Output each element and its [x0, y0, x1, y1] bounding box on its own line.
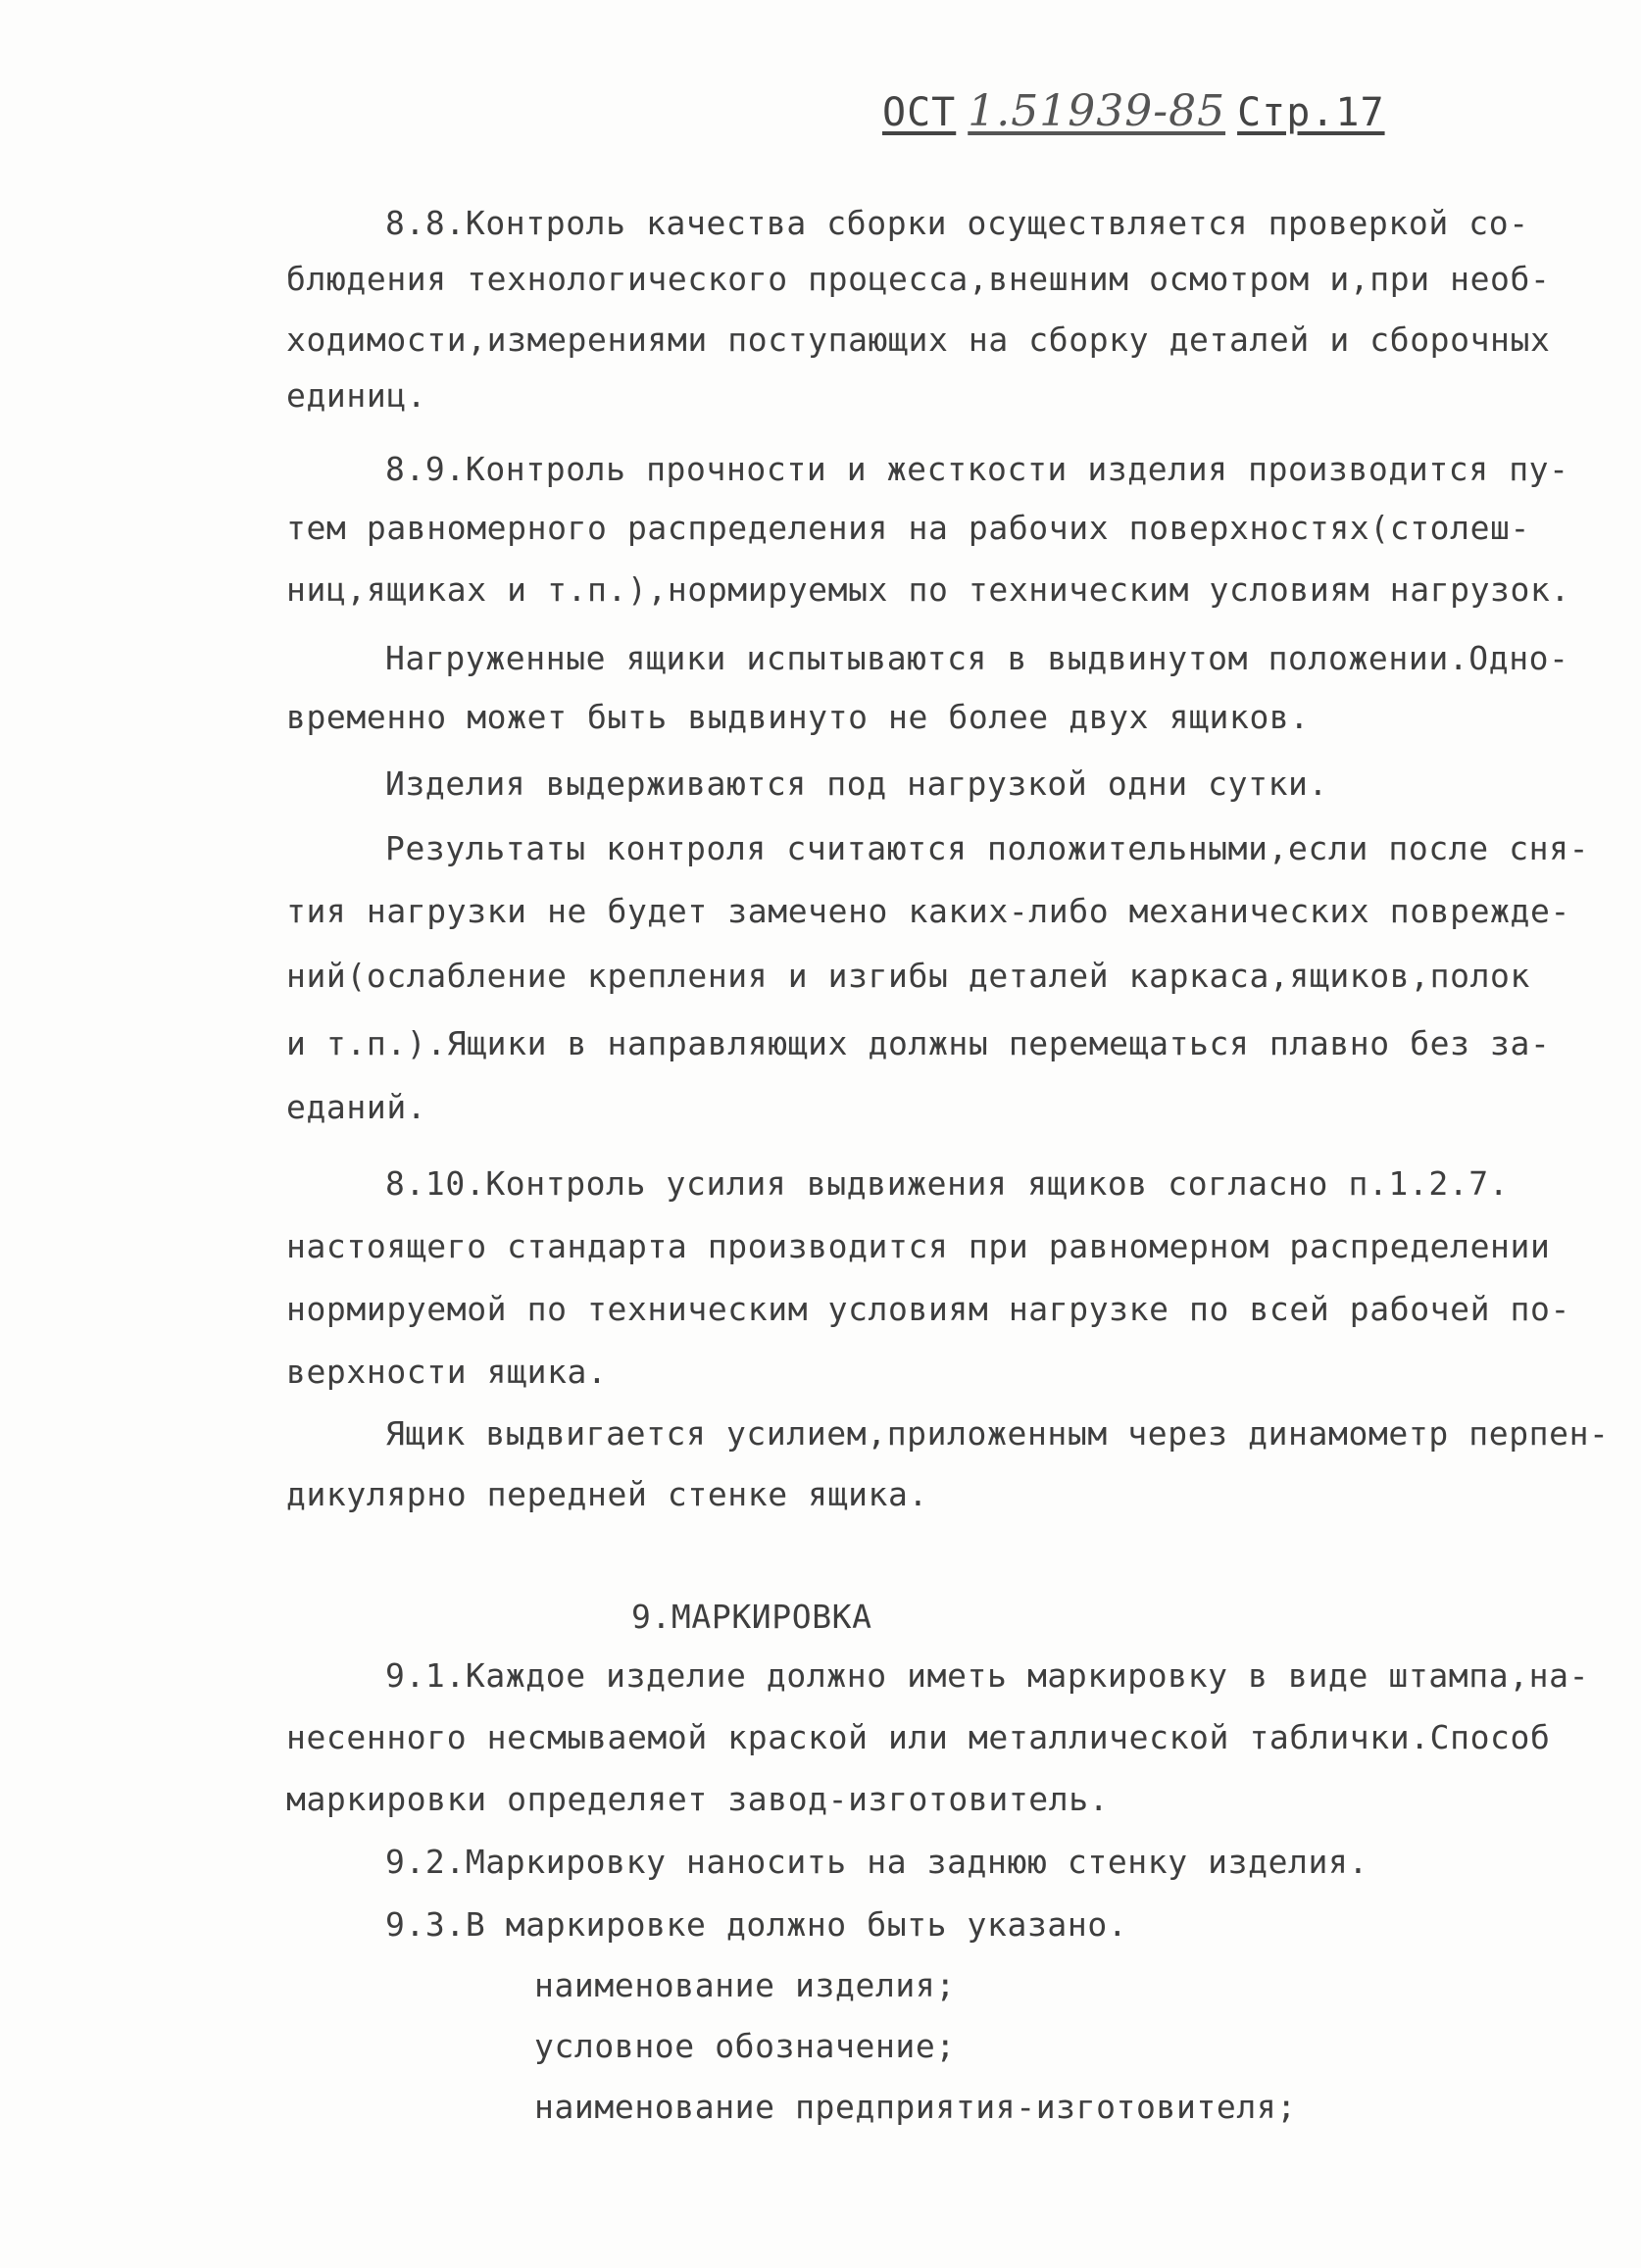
- text-line: настоящего стандарта производится при равномерном распределении: [286, 1227, 1551, 1265]
- page-number: Стр.17: [1237, 90, 1385, 135]
- text-line: 8.10.Контроль усилия выдвижения ящиков согласно п.1.2.7.: [385, 1164, 1510, 1203]
- text-line: Нагруженные ящики испытываются в выдвинутом положении.Одно-: [385, 639, 1569, 677]
- text-line: 8.9.Контроль прочности и жесткости изделия производится пу-: [385, 450, 1569, 488]
- text-line: дикулярно передней стенке ящика.: [286, 1475, 928, 1513]
- text-line: 9.1.Каждое изделие должно иметь маркировку в виде штампа,на-: [385, 1656, 1590, 1695]
- text-line: блюдения технологического процесса,внешним осмотром и,при необ-: [286, 260, 1551, 298]
- text-line: 8.8.Контроль качества сборки осуществляется проверкой со-: [385, 204, 1529, 242]
- text-line: ниц,ящиках и т.п.),нормируемых по техническим условиям нагрузок.: [286, 570, 1570, 609]
- document-header: [882, 86, 1385, 136]
- standard-prefix: ОСТ: [882, 90, 957, 135]
- text-line: Ящик выдвигается усилием,приложенным через динамометр перпен-: [385, 1414, 1610, 1453]
- text-line: 9.3.В маркировке должно быть указано.: [385, 1905, 1128, 1944]
- text-line: единиц.: [286, 376, 427, 415]
- text-line: тем равномерного распределения на рабочих поверхностях(столеш-: [286, 509, 1530, 547]
- text-line: временно может быть выдвинуто не более двух ящиков.: [286, 698, 1310, 736]
- text-line: несенного несмываемой краской или металлической таблички.Способ: [286, 1718, 1551, 1756]
- standard-number: 1.51939-85: [968, 86, 1226, 136]
- text-line: Изделия выдерживаются под нагрузкой одни сутки.: [385, 764, 1328, 803]
- list-item: условное обозначение;: [534, 2027, 956, 2065]
- text-line: тия нагрузки не будет замечено каких-либо механических поврежде-: [286, 892, 1570, 930]
- text-line: маркировки определяет завод-изготовитель.: [286, 1780, 1110, 1818]
- text-line: Результаты контроля считаются положительными,если после сня-: [385, 829, 1590, 867]
- text-line: еданий.: [286, 1088, 427, 1126]
- list-item: наименование предприятия-изготовителя;: [534, 2088, 1297, 2126]
- text-line: 9.2.Маркировку наносить на заднюю стенку изделия.: [385, 1843, 1368, 1881]
- text-line: ний(ослабление крепления и изгибы деталей каркаса,ящиков,полок: [286, 957, 1530, 995]
- section-heading: 9.МАРКИРОВКА: [631, 1598, 872, 1636]
- text-line: нормируемой по техническим условиям нагрузке по всей рабочей по-: [286, 1290, 1570, 1328]
- text-line: верхности ящика.: [286, 1353, 608, 1391]
- text-line: ходимости,измерениями поступающих на сборку деталей и сборочных: [286, 320, 1551, 359]
- text-line: и т.п.).Ящики в направляющих должны перемещаться плавно без за-: [286, 1024, 1551, 1062]
- list-item: наименование изделия;: [534, 1966, 956, 2004]
